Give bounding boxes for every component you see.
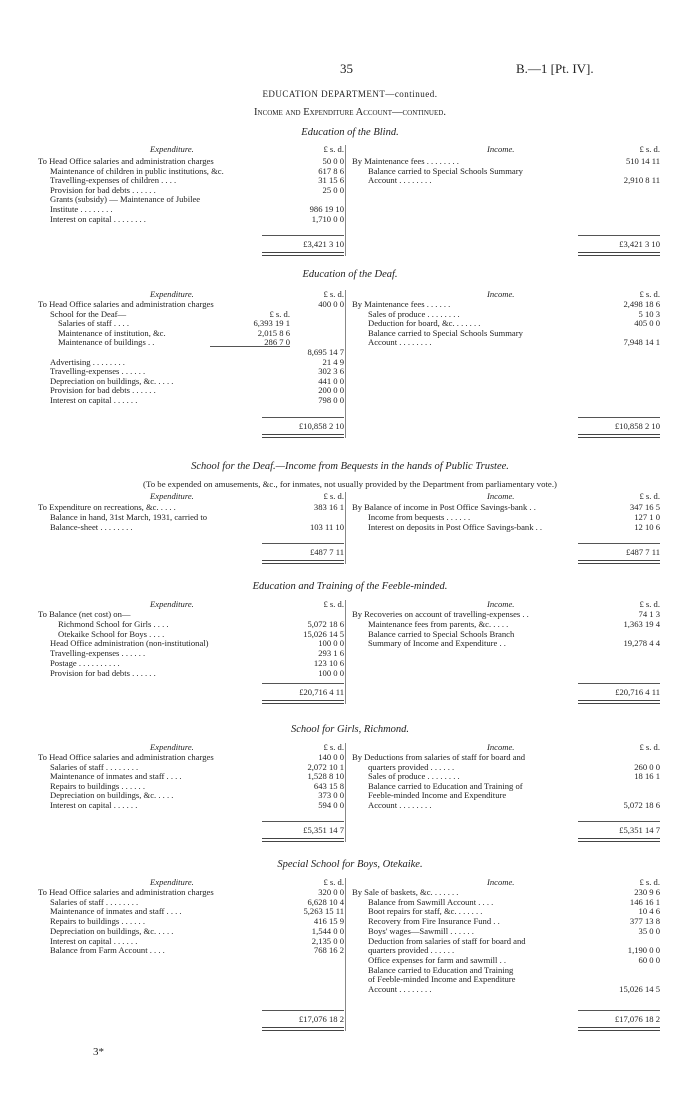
boys-inc-row-label: of Feeble-minded Income and Expenditure: [368, 974, 516, 985]
deaf-inc-row-amount: 2,498 18 6: [623, 299, 660, 309]
feeble-title: Education and Training of the Feeble-minded.: [252, 581, 448, 592]
girls-exp-row-label: Repairs to buildings . . . . . .: [50, 780, 146, 791]
deaf-inc-row-amount: 7,948 14 1: [623, 337, 660, 348]
page-footer-mark: 3*: [93, 1046, 104, 1058]
feeble-inc-row-amount: 1,363 19 4: [623, 618, 660, 629]
blind-title: Education of the Blind.: [301, 127, 399, 138]
blind-exp-row-amount: 25 0 0: [322, 184, 344, 195]
boys-exp-sum-rule: [262, 1010, 344, 1011]
girls-inc-row-amount: 5,072 18 6: [623, 800, 660, 810]
feeble-inc-currency-header: £ s. d.: [639, 599, 660, 609]
feeble-inc-row-amount: 74 1 3: [638, 609, 660, 619]
blind-inc-row-label: Account . . . . . . . .: [368, 175, 432, 186]
blind-column-divider: [345, 145, 346, 256]
boys-income-heading: Income.: [487, 877, 515, 887]
feeble-inc-double-rule: [578, 700, 660, 704]
boys-exp-row-label: Depreciation on buildings, &c. . . . .: [50, 925, 174, 936]
blind-exp-sum-rule: [262, 235, 344, 236]
girls-exp-sum-rule: [262, 821, 344, 822]
bequests-inc-row-amount: 347 16 5: [629, 502, 660, 512]
blind-exp-row-amount: 50 0 0: [322, 156, 344, 166]
bequests-exp-double-rule: [262, 560, 344, 564]
girls-exp-row-amount: 373 0 0: [318, 790, 344, 801]
deaf-exp-row-amount: 21 4 9: [322, 356, 344, 367]
deaf-inc-row-label: Account . . . . . . . .: [368, 337, 432, 348]
deaf-subtotal-rule: [210, 346, 290, 347]
blind-inc-currency-header: £ s. d.: [639, 144, 660, 154]
deaf-inc-row-amount: 405 0 0: [634, 318, 660, 329]
girls-exp-row-amount: 643 15 8: [313, 780, 344, 791]
blind-exp-double-rule: [262, 252, 344, 256]
feeble-inc-row-amount: 19,278 4 4: [623, 638, 660, 649]
deaf-title: Education of the Deaf.: [302, 269, 398, 280]
bequests-inc-row-amount: 127 1 0: [634, 512, 660, 523]
feeble-exp-row-label: To Balance (net cost) on—: [38, 609, 131, 619]
boys-inc-total: £17,076 18 2: [614, 1014, 660, 1024]
boys-inc-row-amount: 1,190 0 0: [627, 945, 660, 956]
girls-exp-total: £5,351 14 7: [303, 825, 344, 835]
deaf-exp-row-label: Advertising . . . . . . . .: [50, 356, 125, 367]
feeble-expenditure-heading: Expenditure.: [150, 599, 194, 609]
boys-inc-row-label: Boys' wages—Sawmill . . . . . .: [368, 925, 474, 936]
bequests-inc-row-amount: 12 10 6: [634, 522, 660, 533]
feeble-exp-row-label: Provision for bad debts . . . . . .: [50, 667, 156, 678]
blind-inc-row-label: Balance carried to Special Schools Summary: [368, 165, 523, 176]
girls-exp-row-label: Salaries of staff . . . . . . . .: [50, 761, 139, 772]
deaf-expenditure-heading: Expenditure.: [150, 289, 194, 299]
bequests-inc-total: £487 7 11: [625, 547, 660, 557]
bequests-inc-row-label: Income from bequests . . . . . .: [368, 512, 471, 523]
feeble-inc-row-label: By Recoveries on account of travelling-expenses . .: [352, 609, 529, 619]
boys-exp-row-amount: 5,263 15 11: [303, 906, 344, 917]
deaf-inc-row-label: By Maintenance fees . . . . . .: [352, 299, 451, 309]
boys-inc-row-amount: 146 16 1: [629, 896, 660, 907]
bequests-exp-row-amount: 103 11 10: [309, 522, 344, 533]
bequests-expenditure-heading: Expenditure.: [150, 491, 194, 501]
bequests-inc-double-rule: [578, 560, 660, 564]
blind-exp-row-amount: 31 15 6: [318, 175, 344, 186]
blind-expenditure-heading: Expenditure.: [150, 144, 194, 154]
girls-exp-row-label: Maintenance of inmates and staff . . . .: [50, 771, 182, 782]
department-title: EDUCATION DEPARTMENT—continued.: [262, 89, 438, 99]
document-reference: B.—1 [Pt. IV].: [516, 61, 594, 76]
blind-exp-row-label: Provision for bad debts . . . . . .: [50, 184, 156, 195]
feeble-exp-row-amount: 293 1 6: [318, 648, 344, 659]
blind-inc-total: £3,421 3 10: [619, 239, 660, 249]
boys-exp-row-amount: 416 15 9: [313, 916, 344, 927]
blind-income-heading: Income.: [487, 144, 515, 154]
feeble-exp-row-label: Otekaike School for Boys . . . .: [58, 628, 165, 639]
feeble-exp-row-amount: 100 0 0: [318, 638, 344, 649]
deaf-exp-row-label: Interest on capital . . . . . .: [50, 395, 138, 405]
blind-inc-sum-rule: [578, 235, 660, 236]
boys-exp-row-label: To Head Office salaries and administration charges: [38, 887, 214, 897]
blind-exp-total: £3,421 3 10: [303, 239, 344, 249]
feeble-income-heading: Income.: [487, 599, 515, 609]
boys-exp-total: £17,076 18 2: [298, 1014, 344, 1024]
feeble-exp-row-label: Head Office administration (non-institutional): [50, 638, 209, 649]
boys-exp-row-amount: 6,628 10 4: [307, 896, 344, 907]
deaf-inc-row-label: Sales of produce . . . . . . . .: [368, 308, 460, 319]
feeble-exp-double-rule: [262, 700, 344, 704]
girls-exp-row-amount: 594 0 0: [318, 800, 344, 810]
feeble-exp-row-label: Postage . . . . . . . . . .: [50, 658, 120, 668]
bequests-exp-row-amount: 383 16 1: [313, 502, 344, 512]
deaf-exp-double-rule: [262, 434, 344, 438]
feeble-inc-sum-rule: [578, 683, 660, 684]
bequests-exp-total: £487 7 11: [309, 547, 344, 557]
deaf-exp-row-label: To Head Office salaries and administration charges: [38, 299, 214, 309]
feeble-exp-row-amount: 123 10 6: [313, 658, 344, 668]
deaf-column-divider: [345, 290, 346, 438]
bequests-inc-currency-header: £ s. d.: [639, 491, 660, 501]
boys-inc-row-amount: 10 4 6: [638, 906, 660, 917]
boys-exp-row-label: Maintenance of inmates and staff . . . .: [50, 906, 182, 917]
boys-inc-double-rule: [578, 1027, 660, 1031]
deaf-exp-total: £10,858 2 10: [298, 421, 344, 431]
boys-inc-row-amount: 15,026 14 5: [619, 984, 660, 994]
deaf-exp-row-amount: 400 0 0: [318, 299, 344, 309]
blind-exp-row-amount: 986 19 10: [309, 204, 344, 214]
boys-column-divider: [345, 878, 346, 1031]
deaf-exp-row-label: Provision for bad debts . . . . . .: [50, 385, 156, 396]
blind-exp-row-label: Travelling-expenses of children . . . .: [50, 175, 177, 186]
deaf-exp-row-label: Maintenance of institution, &c.: [58, 327, 166, 338]
deaf-income-heading: Income.: [487, 289, 515, 299]
feeble-inc-total: £20,716 4 11: [615, 687, 660, 697]
girls-inc-double-rule: [578, 838, 660, 842]
blind-exp-row-label: To Head Office salaries and administration charges: [38, 156, 214, 166]
boys-inc-row-amount: 60 0 0: [638, 954, 660, 965]
feeble-inc-row-label: Maintenance fees from parents, &c. . . . .: [368, 618, 509, 629]
boys-inc-currency-header: £ s. d.: [639, 877, 660, 887]
bequests-inc-row-label: By Balance of income in Post Office Savings-bank . .: [352, 502, 536, 512]
boys-exp-row-amount: 320 0 0: [318, 887, 344, 897]
page-number: 35: [340, 61, 353, 76]
boys-inc-row-label: By Sale of baskets, &c. . . . . . .: [352, 887, 459, 897]
feeble-inc-row-label: Balance carried to Special Schools Branch: [368, 628, 515, 639]
girls-inc-row-amount: 18 16 1: [634, 771, 660, 782]
deaf-inc-row-label: Deduction for board, &c. . . . . . .: [368, 318, 481, 329]
bequests-exp-row-label: Balance in hand, 31st March, 1931, carried to: [50, 512, 208, 523]
feeble-exp-row-label: Travelling-expenses . . . . . .: [50, 648, 146, 659]
girls-inc-row-label: Feeble-minded Income and Expenditure: [368, 790, 507, 801]
blind-inc-row-amount: 510 14 11: [625, 156, 660, 166]
boys-inc-row-label: Office expenses for farm and sawmill . .: [368, 954, 507, 965]
deaf-exp-row-subamount: 286 7 0: [264, 337, 290, 348]
girls-inc-row-label: Account . . . . . . . .: [368, 800, 432, 810]
feeble-exp-row-amount: 100 0 0: [318, 667, 344, 678]
girls-inc-sum-rule: [578, 821, 660, 822]
boys-exp-row-label: Repairs to buildings . . . . . .: [50, 916, 146, 927]
bequests-inc-row-label: Interest on deposits in Post Office Savings-bank . .: [368, 522, 543, 533]
deaf-inc-double-rule: [578, 434, 660, 438]
girls-inc-row-label: quarters provided . . . . . .: [368, 761, 455, 772]
blind-exp-row-label: Grants (subsidy) — Maintenance of Jubilee: [50, 194, 201, 205]
bequests-exp-sum-rule: [262, 543, 344, 544]
blind-exp-currency-header: £ s. d.: [323, 144, 344, 154]
girls-inc-row-label: Balance carried to Education and Training of: [368, 780, 523, 791]
blind-exp-row-amount: 617 8 6: [318, 165, 344, 176]
boys-inc-row-amount: 230 9 6: [634, 887, 660, 897]
deaf-exp-sum-rule: [262, 417, 344, 418]
blind-exp-row-amount: 1,710 0 0: [311, 213, 344, 224]
girls-title: School for Girls, Richmond.: [290, 724, 410, 735]
girls-column-divider: [345, 743, 346, 842]
feeble-inc-row-label: Summary of Income and Expenditure . .: [368, 638, 506, 649]
feeble-exp-total: £20,716 4 11: [299, 687, 344, 697]
deaf-exp-row-label: Salaries of staff . . . .: [58, 318, 129, 329]
boys-inc-row-amount: 377 13 8: [629, 916, 660, 927]
bequests-column-divider: [345, 492, 346, 564]
girls-inc-total: £5,351 14 7: [619, 825, 660, 835]
boys-inc-row-label: Deduction from salaries of staff for board and: [368, 935, 526, 946]
feeble-exp-currency-header: £ s. d.: [323, 599, 344, 609]
account-title: Income and Expenditure Account—continued.: [254, 107, 446, 118]
deaf-inc-row-label: Balance carried to Special Schools Summary: [368, 327, 523, 338]
feeble-exp-row-amount: 5,072 18 6: [307, 618, 344, 629]
blind-inc-double-rule: [578, 252, 660, 256]
girls-inc-row-label: By Deductions from salaries of staff for board and: [352, 752, 526, 762]
deaf-exp-row-amount: 200 0 0: [318, 385, 344, 396]
boys-exp-currency-header: £ s. d.: [323, 877, 344, 887]
girls-exp-double-rule: [262, 838, 344, 842]
deaf-exp-row-subamount: 6,393 19 1: [253, 318, 290, 329]
girls-exp-row-label: To Head Office salaries and administration charges: [38, 752, 214, 762]
deaf-exp-row-amount: 798 0 0: [318, 395, 344, 405]
boys-exp-row-label: Salaries of staff . . . . . . . .: [50, 896, 139, 907]
blind-inc-row-label: By Maintenance fees . . . . . . . .: [352, 156, 459, 166]
bequests-note: (To be expended on amusements, &c., for inmates, not usually provided by the Department from parliamentary vote.): [143, 479, 557, 489]
boys-inc-row-label: Recovery from Fire Insurance Fund . .: [368, 916, 500, 927]
deaf-inc-row-amount: 5 10 3: [638, 308, 660, 319]
boys-inc-row-label: Boot repairs for staff, &c. . . . . . .: [368, 906, 483, 917]
deaf-exp-row-label: Maintenance of buildings . .: [58, 337, 155, 348]
girls-inc-row-amount: 260 0 0: [634, 761, 660, 772]
boys-inc-row-label: Balance carried to Education and Training: [368, 964, 514, 975]
boys-inc-row-amount: 35 0 0: [638, 925, 660, 936]
boys-expenditure-heading: Expenditure.: [150, 877, 194, 887]
boys-title: Special School for Boys, Otekaike.: [277, 859, 423, 870]
blind-inc-row-amount: 2,910 8 11: [623, 175, 660, 186]
deaf-inc-sum-rule: [578, 417, 660, 418]
deaf-exp-row-label: Travelling-expenses . . . . . .: [50, 366, 146, 377]
girls-expenditure-heading: Expenditure.: [150, 742, 194, 752]
deaf-exp-row-subamount: 2,015 8 6: [257, 327, 290, 338]
girls-exp-row-amount: 1,528 8 10: [307, 771, 344, 782]
deaf-exp-currency-header: £ s. d.: [323, 289, 344, 299]
blind-exp-row-label: Interest on capital . . . . . . . .: [50, 213, 146, 224]
bequests-exp-row-label: Balance-sheet . . . . . . . .: [50, 522, 133, 533]
bequests-title: School for the Deaf.—Income from Bequests in the hands of Public Trustee.: [191, 461, 509, 472]
girls-income-heading: Income.: [487, 742, 515, 752]
girls-inc-row-label: Sales of produce . . . . . . . .: [368, 771, 460, 782]
deaf-inc-total: £10,858 2 10: [614, 421, 660, 431]
feeble-exp-sum-rule: [262, 683, 344, 684]
deaf-exp-row-subamount: £ s. d.: [269, 308, 290, 319]
deaf-inc-currency-header: £ s. d.: [639, 289, 660, 299]
bequests-exp-currency-header: £ s. d.: [323, 491, 344, 501]
bequests-income-heading: Income.: [487, 491, 515, 501]
bequests-inc-sum-rule: [578, 543, 660, 544]
feeble-column-divider: [345, 600, 346, 704]
blind-exp-row-label: Institute . . . . . . . .: [50, 204, 113, 214]
girls-exp-row-amount: 140 0 0: [318, 752, 344, 762]
bequests-exp-row-label: To Expenditure on recreations, &c. . . . .: [38, 502, 176, 512]
deaf-exp-row-amount: 8,695 14 7: [307, 347, 344, 357]
boys-inc-row-label: Balance from Sawmill Account . . . .: [368, 896, 494, 907]
boys-exp-row-amount: 1,544 0 0: [311, 925, 344, 936]
boys-exp-row-amount: 2,135 0 0: [311, 935, 344, 946]
girls-inc-currency-header: £ s. d.: [639, 742, 660, 752]
boys-exp-row-amount: 768 16 2: [313, 945, 344, 956]
girls-exp-row-amount: 2,072 10 1: [307, 761, 344, 772]
deaf-exp-row-amount: 302 3 6: [318, 366, 344, 377]
girls-exp-currency-header: £ s. d.: [323, 742, 344, 752]
boys-exp-double-rule: [262, 1027, 344, 1031]
feeble-exp-row-label: Richmond School for Girls . . . .: [58, 618, 169, 629]
feeble-exp-row-amount: 15,026 14 5: [303, 628, 344, 639]
blind-exp-row-label: Maintenance of children in public institutions, &c.: [50, 165, 224, 176]
boys-exp-row-label: Balance from Farm Account . . . .: [50, 945, 165, 956]
boys-exp-row-label: Interest on capital . . . . . .: [50, 935, 138, 946]
girls-exp-row-label: Interest on capital . . . . . .: [50, 800, 138, 810]
deaf-exp-row-amount: 441 0 0: [318, 375, 344, 386]
girls-exp-row-label: Depreciation on buildings, &c. . . . .: [50, 790, 174, 801]
boys-inc-row-label: Account . . . . . . . .: [368, 984, 432, 994]
boys-inc-row-label: quarters provided . . . . . .: [368, 945, 455, 956]
boys-inc-sum-rule: [578, 1010, 660, 1011]
deaf-exp-row-label: School for the Deaf—: [50, 308, 127, 319]
deaf-exp-row-label: Depreciation on buildings, &c. . . . .: [50, 375, 174, 386]
